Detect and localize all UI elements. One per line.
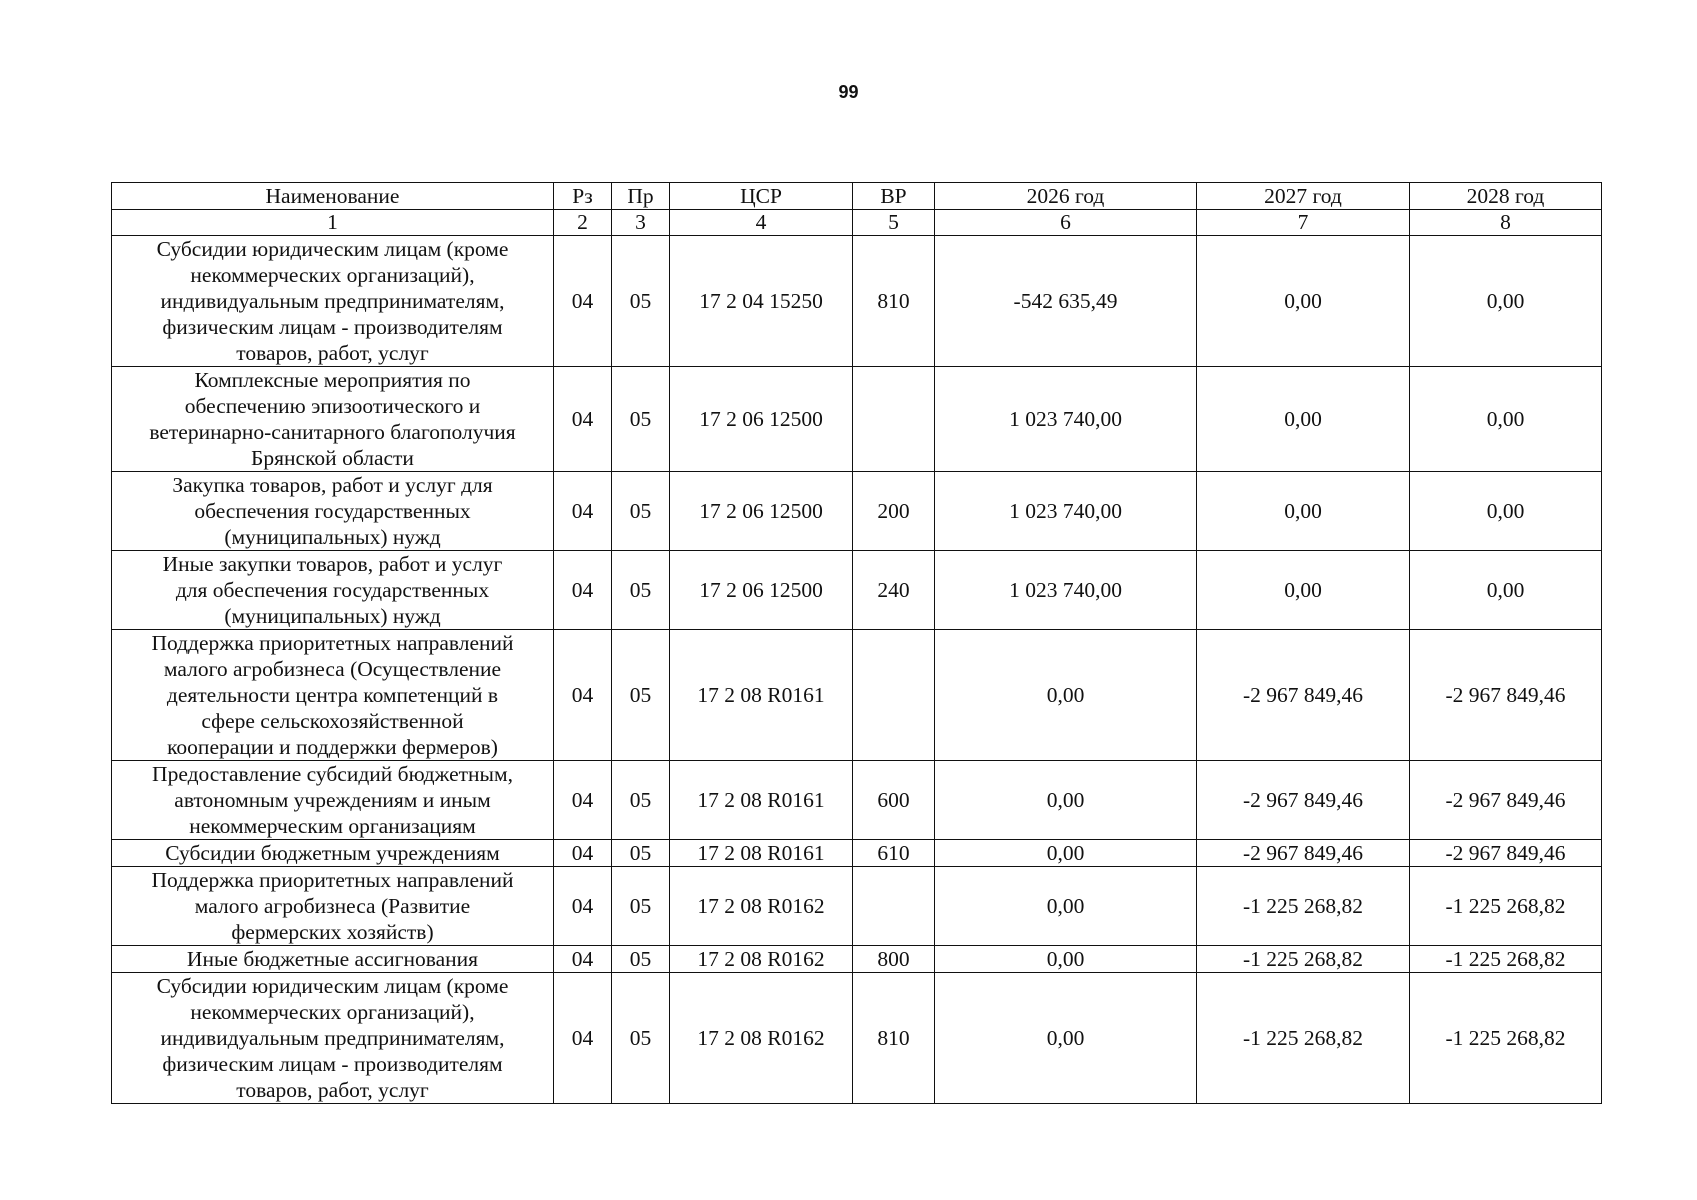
name-line: Поддержка приоритетных направлений	[151, 868, 514, 892]
table-row	[112, 946, 1602, 973]
cell-2027: -2 967 849,46	[1197, 630, 1410, 761]
table-row	[112, 840, 1602, 867]
cell-vr: 800	[853, 946, 935, 973]
cell-vr: 240	[853, 551, 935, 630]
cell-csr: 17 2 08 R0162	[670, 946, 853, 973]
name-line: обеспечению эпизоотического и	[184, 394, 481, 418]
cell-2027: 0,00	[1197, 551, 1410, 630]
table-row	[112, 551, 1602, 630]
table-row	[112, 630, 1602, 761]
name-line: Субсидии юридическим лицам (кроме	[156, 237, 509, 261]
cell-vr	[853, 367, 935, 472]
cell-2026: 0,00	[935, 867, 1197, 946]
cell-rz: 04	[554, 367, 612, 472]
cell-2026: 1 023 740,00	[935, 367, 1197, 472]
col-number: 7	[1197, 210, 1410, 236]
cell-csr: 17 2 08 R0162	[670, 973, 853, 1104]
cell-2027: -2 967 849,46	[1197, 840, 1410, 867]
cell-pr: 05	[612, 236, 670, 367]
cell-csr: 17 2 08 R0162	[670, 867, 853, 946]
col-number: 8	[1410, 210, 1602, 236]
cell-csr: 17 2 08 R0161	[670, 630, 853, 761]
col-number: 2	[554, 210, 612, 236]
name-line: фермерских хозяйств)	[231, 920, 434, 944]
col-number: 6	[935, 210, 1197, 236]
cell-2026: 0,00	[935, 946, 1197, 973]
cell-2028: -2 967 849,46	[1410, 840, 1602, 867]
cell-2027: -2 967 849,46	[1197, 761, 1410, 840]
table-row	[112, 973, 1602, 1104]
cell-rz: 04	[554, 840, 612, 867]
name-line: некоммерческим организациям	[189, 814, 476, 838]
cell-vr	[853, 630, 935, 761]
cell-name	[112, 367, 554, 472]
cell-2026: -542 635,49	[935, 236, 1197, 367]
col-header-vr: ВР	[853, 183, 935, 210]
name-line: малого агробизнеса (Развитие	[194, 894, 471, 918]
cell-csr: 17 2 06 12500	[670, 472, 853, 551]
col-number: 4	[670, 210, 853, 236]
cell-2026: 0,00	[935, 630, 1197, 761]
cell-pr: 05	[612, 367, 670, 472]
cell-rz: 04	[554, 472, 612, 551]
table-body	[112, 236, 1602, 1104]
name-line: автономным учреждениям и иным	[174, 788, 491, 812]
cell-pr: 05	[612, 630, 670, 761]
cell-2028: 0,00	[1410, 551, 1602, 630]
name-line: товаров, работ, услуг	[236, 341, 429, 365]
name-line: Иные бюджетные ассигнования	[186, 947, 479, 971]
name-line: физическим лицам - производителям	[162, 315, 503, 339]
cell-pr: 05	[612, 472, 670, 551]
cell-csr: 17 2 06 12500	[670, 551, 853, 630]
cell-2027: -1 225 268,82	[1197, 867, 1410, 946]
cell-name	[112, 761, 554, 840]
name-line: некоммерческих организаций),	[190, 263, 475, 287]
cell-2026: 1 023 740,00	[935, 551, 1197, 630]
cell-pr: 05	[612, 840, 670, 867]
cell-2026: 0,00	[935, 973, 1197, 1104]
name-line: Предоставление субсидий бюджетным,	[152, 762, 513, 786]
col-header-2026: 2026 год	[935, 183, 1197, 210]
cell-vr: 610	[853, 840, 935, 867]
cell-rz: 04	[554, 236, 612, 367]
name-line: деятельности центра компетенций в	[166, 683, 499, 707]
name-line: Иные закупки товаров, работ и услуг	[162, 552, 503, 576]
cell-2028: -2 967 849,46	[1410, 630, 1602, 761]
cell-rz: 04	[554, 867, 612, 946]
cell-pr: 05	[612, 973, 670, 1104]
cell-name	[112, 946, 554, 973]
col-header-rz: Рз	[554, 183, 612, 210]
name-line: Брянской области	[251, 446, 414, 470]
cell-vr: 810	[853, 973, 935, 1104]
cell-name	[112, 973, 554, 1104]
name-line: Субсидии юридическим лицам (кроме	[156, 974, 509, 998]
cell-2027: 0,00	[1197, 236, 1410, 367]
cell-2028: 0,00	[1410, 236, 1602, 367]
cell-vr	[853, 867, 935, 946]
name-line: малого агробизнеса (Осуществление	[163, 657, 502, 681]
name-line: индивидуальным предпринимателям,	[160, 289, 505, 313]
table-row	[112, 761, 1602, 840]
cell-csr: 17 2 04 15250	[670, 236, 853, 367]
cell-pr: 05	[612, 946, 670, 973]
name-line: Поддержка приоритетных направлений	[151, 631, 514, 655]
name-line: (муниципальных) нужд	[224, 604, 441, 628]
col-header-2027: 2027 год	[1197, 183, 1410, 210]
cell-name	[112, 472, 554, 551]
name-line: сфере сельскохозяйственной	[201, 709, 464, 733]
name-line: Закупка товаров, работ и услуг для	[172, 473, 493, 497]
cell-rz: 04	[554, 973, 612, 1104]
table-row	[112, 867, 1602, 946]
cell-vr: 200	[853, 472, 935, 551]
table-row	[112, 367, 1602, 472]
cell-2026: 0,00	[935, 761, 1197, 840]
column-number-row	[112, 210, 1602, 236]
cell-2028: 0,00	[1410, 367, 1602, 472]
cell-rz: 04	[554, 946, 612, 973]
page-number: 99	[838, 82, 859, 102]
cell-name	[112, 630, 554, 761]
cell-2027: -1 225 268,82	[1197, 973, 1410, 1104]
cell-2028: -1 225 268,82	[1410, 946, 1602, 973]
cell-csr: 17 2 06 12500	[670, 367, 853, 472]
cell-name	[112, 840, 554, 867]
name-line: Комплексные мероприятия по	[194, 368, 471, 392]
cell-pr: 05	[612, 551, 670, 630]
name-line: ветеринарно-санитарного благополучия	[149, 420, 516, 444]
cell-rz: 04	[554, 551, 612, 630]
name-line: для обеспечения государственных	[175, 578, 490, 602]
name-line: Субсидии бюджетным учреждениям	[165, 841, 500, 865]
table-row	[112, 236, 1602, 367]
cell-2028: -2 967 849,46	[1410, 761, 1602, 840]
cell-rz: 04	[554, 761, 612, 840]
col-number: 1	[112, 210, 554, 236]
name-line: (муниципальных) нужд	[224, 525, 441, 549]
cell-2027: -1 225 268,82	[1197, 946, 1410, 973]
col-header-pr: Пр	[612, 183, 670, 210]
cell-2028: -1 225 268,82	[1410, 973, 1602, 1104]
name-line: обеспечения государственных	[194, 499, 471, 523]
cell-pr: 05	[612, 867, 670, 946]
cell-2027: 0,00	[1197, 367, 1410, 472]
budget-table	[111, 182, 1602, 1104]
cell-vr: 600	[853, 761, 935, 840]
header-row	[112, 183, 1602, 210]
name-line: физическим лицам - производителям	[162, 1052, 503, 1076]
cell-name	[112, 867, 554, 946]
col-header-2028: 2028 год	[1410, 183, 1602, 210]
cell-2026: 1 023 740,00	[935, 472, 1197, 551]
name-line: некоммерческих организаций),	[190, 1000, 475, 1024]
cell-2027: 0,00	[1197, 472, 1410, 551]
col-number: 3	[612, 210, 670, 236]
cell-vr: 810	[853, 236, 935, 367]
col-header-name: Наименование	[112, 183, 554, 210]
cell-2026: 0,00	[935, 840, 1197, 867]
cell-csr: 17 2 08 R0161	[670, 840, 853, 867]
cell-pr: 05	[612, 761, 670, 840]
table-row	[112, 472, 1602, 551]
cell-csr: 17 2 08 R0161	[670, 761, 853, 840]
name-line: кооперации и поддержки фермеров)	[167, 735, 498, 759]
cell-2028: 0,00	[1410, 472, 1602, 551]
col-header-csr: ЦСР	[670, 183, 853, 210]
cell-rz: 04	[554, 630, 612, 761]
cell-name	[112, 551, 554, 630]
cell-2028: -1 225 268,82	[1410, 867, 1602, 946]
cell-name	[112, 236, 554, 367]
col-number: 5	[853, 210, 935, 236]
name-line: индивидуальным предпринимателям,	[160, 1026, 505, 1050]
name-line: товаров, работ, услуг	[236, 1078, 429, 1102]
